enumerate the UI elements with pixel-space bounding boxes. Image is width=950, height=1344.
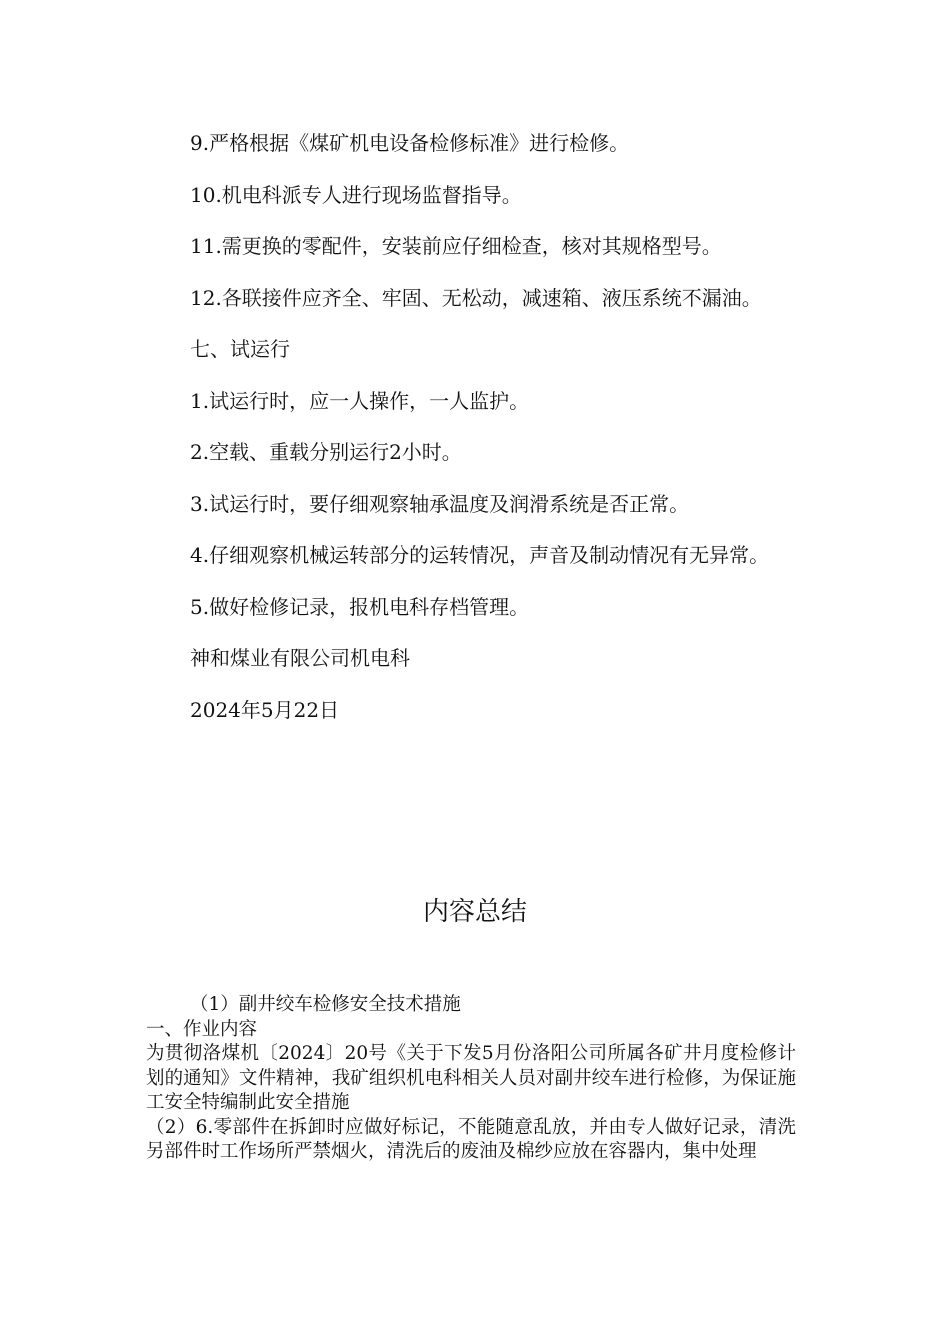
section-heading-trial-run: 七、试运行 <box>190 337 290 361</box>
paragraph-trial-1: 1.试运行时，应一人操作，一人监护。 <box>190 388 530 413</box>
paragraph-item-10: 10.机电科派专人进行现场监督指导。 <box>190 182 522 207</box>
paragraph-item-11: 11.需更换的零配件，安装前应仔细检查，核对其规格型号。 <box>190 234 722 258</box>
document-body <box>146 118 806 736</box>
summary-line-3: 为贯彻洛煤机〔2024〕20号《关于下发5月份洛阳公司所属各矿井月度检修计划的通知》文件精神，我矿组织机电科相关人员对副井绞车进行检修，为保证施工安全特编制此安全措施 <box>146 1043 796 1113</box>
paragraph-trial-4: 4.仔细观察机械运转部分的运转情况，声音及制动情况有无异常。 <box>190 543 770 567</box>
paragraph-trial-3: 3.试运行时，要仔细观察轴承温度及润滑系统是否正常。 <box>190 491 690 516</box>
paragraph-item-12: 12.各联接件应齐全、牢固、无松动，减速箱、液压系统不漏油。 <box>190 285 762 310</box>
signature-department: 神和煤业有限公司机电科 <box>190 646 410 670</box>
summary-line-1: （1）副井绞车检修安全技术措施 <box>190 994 461 1015</box>
summary-body <box>146 993 796 1165</box>
paragraph-trial-5: 5.做好检修记录，报机电科存档管理。 <box>190 594 530 619</box>
paragraph-trial-2: 2.空载、重载分别运行2小时。 <box>190 440 462 464</box>
summary-title: 内容总结 <box>422 897 527 927</box>
summary-line-2: 一、作业内容 <box>146 1018 258 1040</box>
paragraph-item-9: 9.严格根据《煤矿机电设备检修标准》进行检修。 <box>190 131 630 155</box>
signature-date: 2024年5月22日 <box>190 697 340 722</box>
summary-line-4: （2）6.零部件在拆卸时应做好标记，不能随意乱放，并由专人做好记录，清洗另部件时工作场所严禁烟火，清洗后的废油及棉纱应放在容器内，集中处理 <box>146 1116 796 1162</box>
